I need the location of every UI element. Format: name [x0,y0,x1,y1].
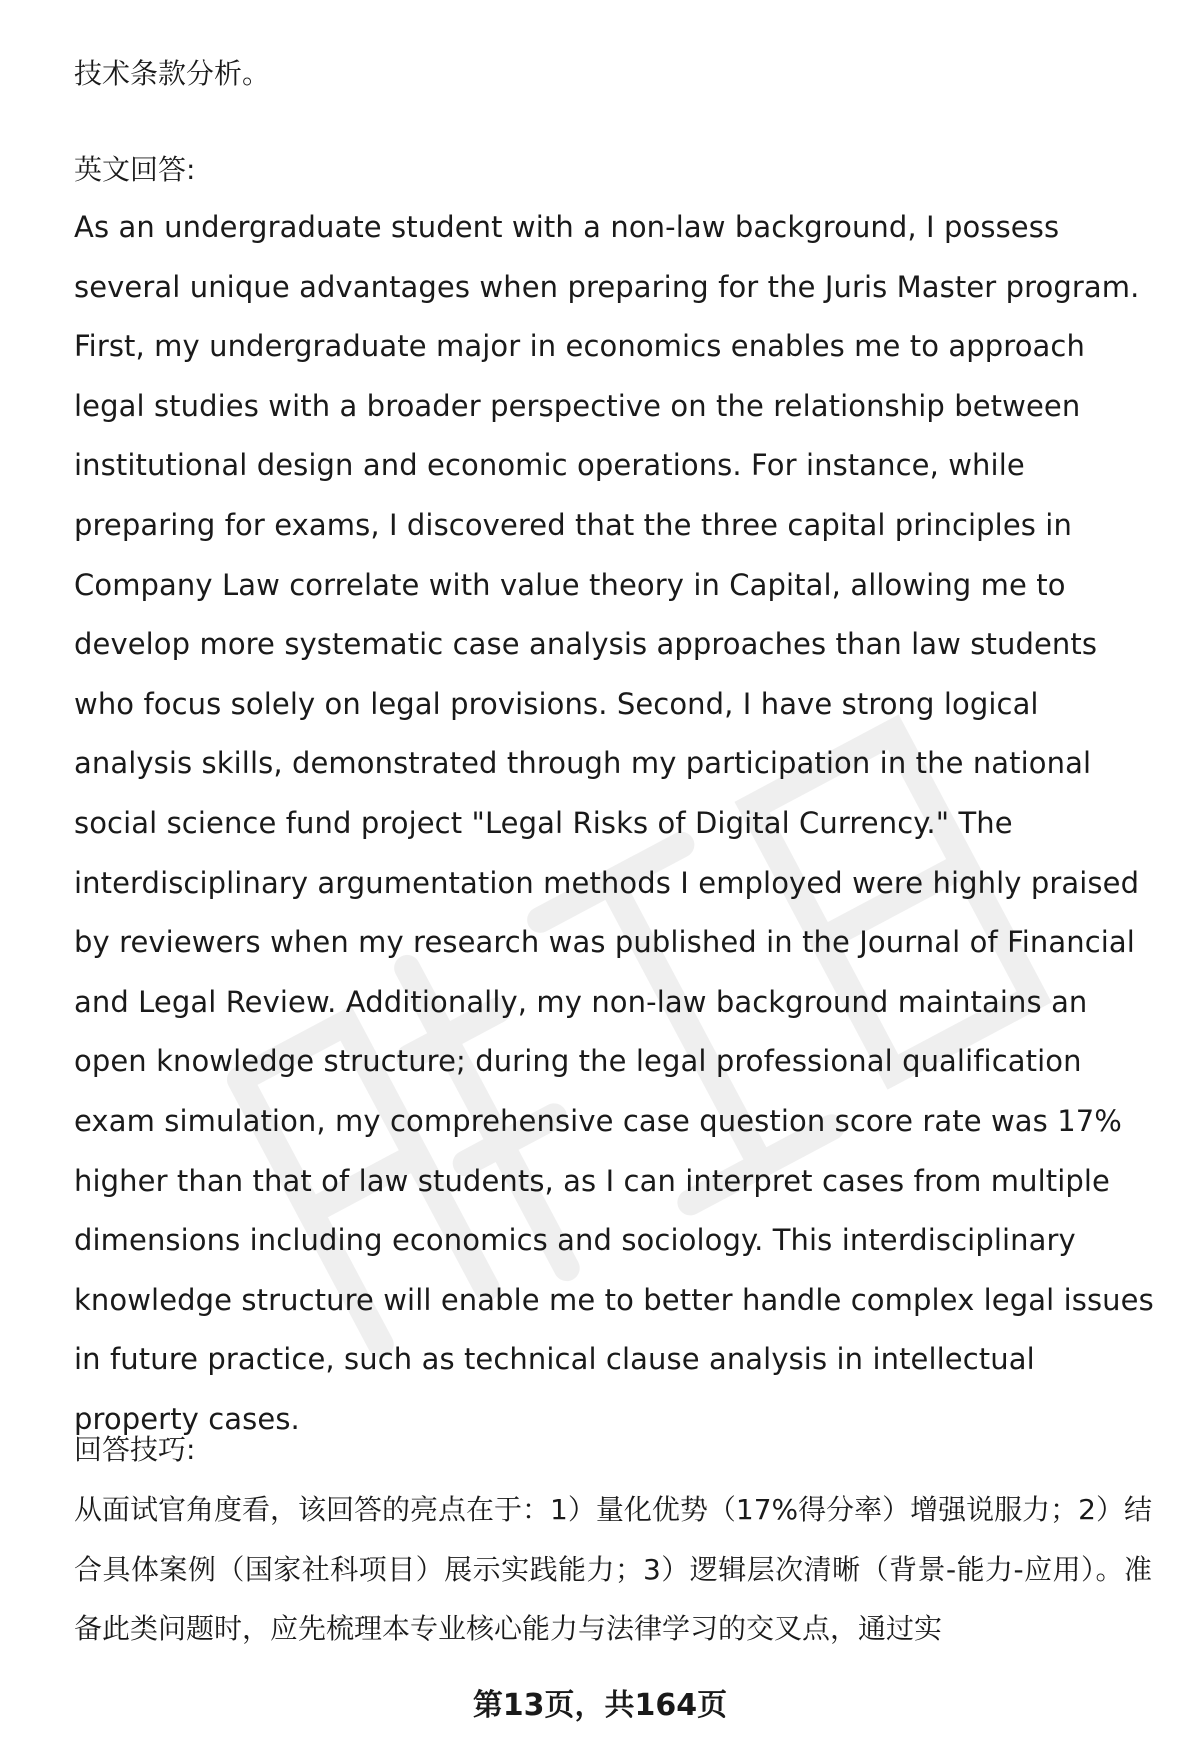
english-answer-paragraph: As an undergraduate student with a non-law background, I possess several unique advantages when preparing for the Juris Master program. First, my undergraduate major in economics enables me to approach legal studies with a broader perspective on the relationship between institutional design and economic operations. For instance, while preparing for exams, I discovered that the three capital principles in Company Law correlate with value theory in Capital, allowing me to develop more systematic case analysis approaches than law students who focus solely on legal provisions. Second, I have strong logical analysis skills, demonstrated through my participation in the national social science fund project "Legal Risks of Digital Currency." The interdisciplinary argumentation methods I employed were highly praised by reviewers when my research was published in the Journal of Financial and Legal Review. Additionally, my non-law background maintains an open knowledge structure; during the legal professional qualification exam simulation, my comprehensive case question score rate was 17% higher than that of law students, as I can interpret cases from multiple dimensions including economics and sociology. This interdisciplinary knowledge structure will enable me to better handle complex legal issues in future practice, such as technical clause analysis in intellectual property cases. [74,210,1154,1436]
answer-tips-label: 回答技巧: [74,1433,196,1466]
answer-tips-paragraph: 从面试官角度看，该回答的亮点在于：1）量化优势（17%得分率）增强说服力；2）结合具体案例（国家社科项目）展示实践能力；3）逻辑层次清晰（背景-能力-应用）。准备此类问题时，应先梳理本专业核心能力与法律学习的交叉点，通过实 [74,1493,1152,1646]
english-answer-label: 英文回答: [74,153,196,186]
continuation-text: 技术条款分析。 [74,57,271,90]
page-number-footer: 第13页，共164页 [472,1688,728,1723]
